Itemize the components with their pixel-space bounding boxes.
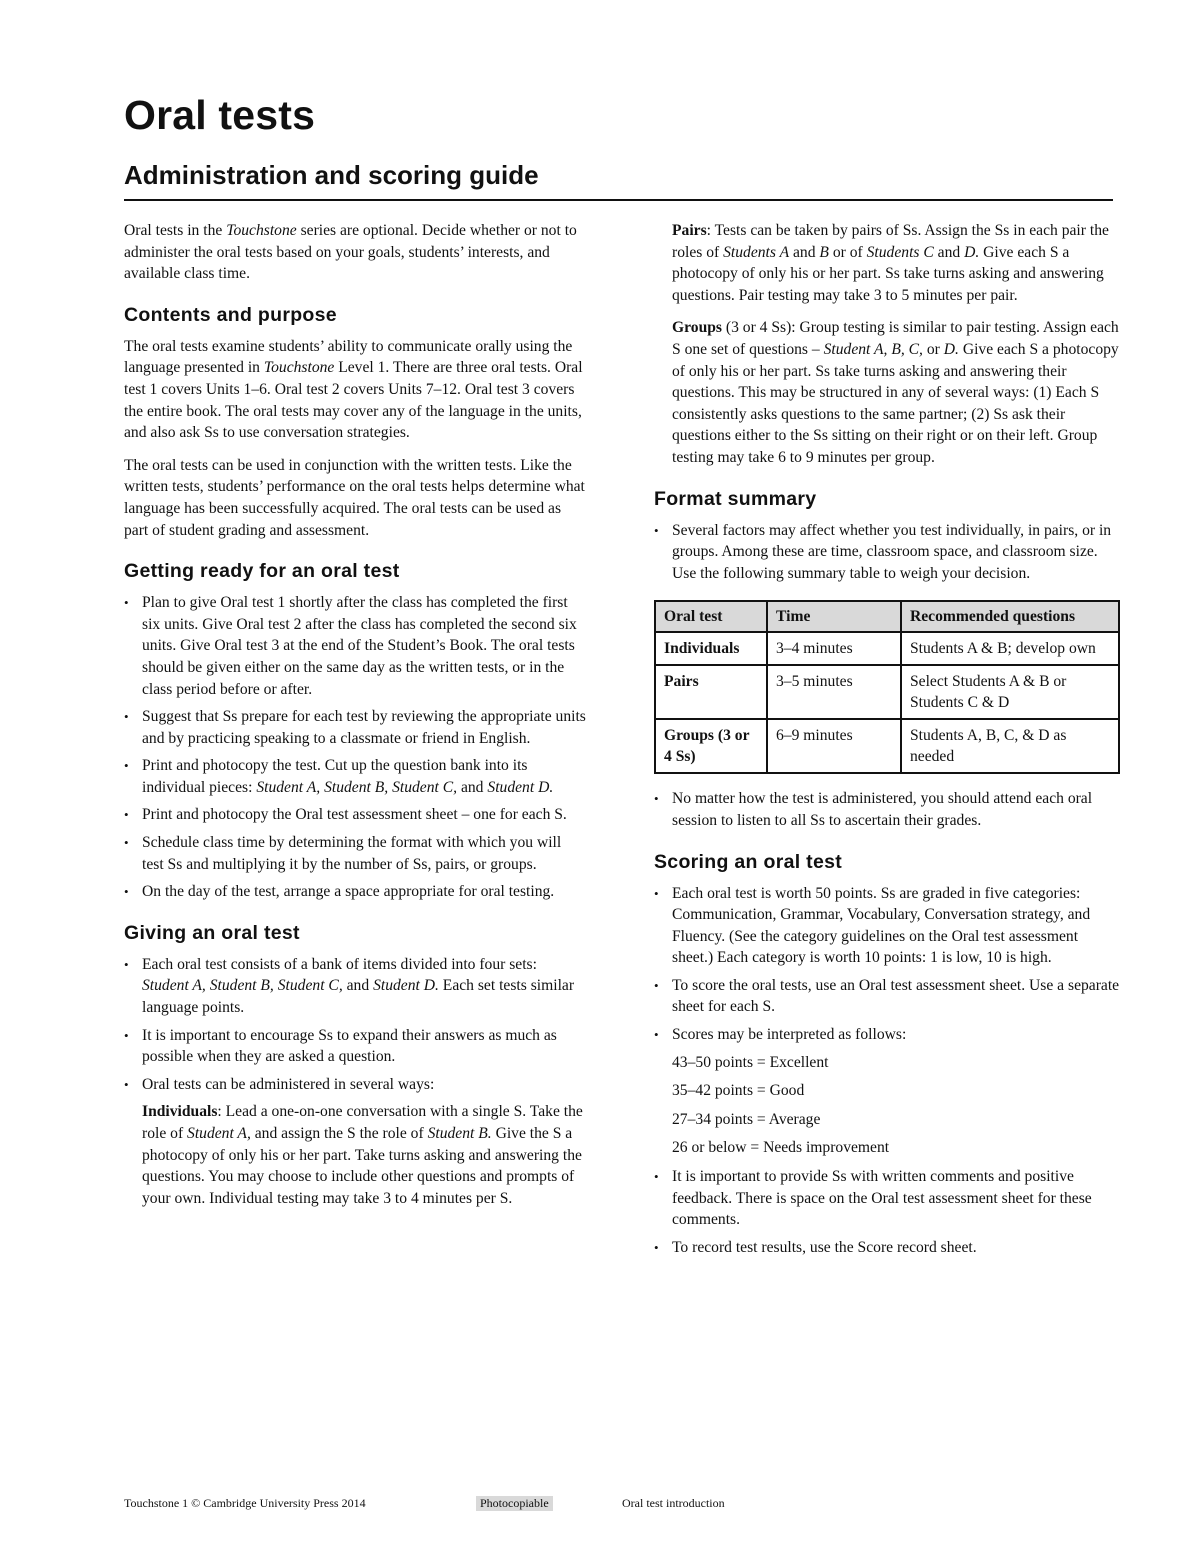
format-list-2: [654, 788, 1120, 831]
gr-student-d: Student D.: [487, 778, 554, 796]
groups-label: Groups: [672, 319, 722, 337]
table-cell: Select Students A & B or Students C & D: [901, 665, 1119, 719]
giving-b1-text-b: Each set tests similar language points.: [142, 977, 575, 1017]
table-cell: Pairs: [655, 665, 767, 719]
pairs-text-a: : Tests can be taken by pairs of Ss. Assign the Ss in each pair the roles of: [672, 222, 1109, 261]
format-bullet-2: • No matter how the test is administered, you should attend each oral session to listen to all Ss to ascertain their grades.: [654, 788, 1120, 831]
page-subtitle: Administration and scoring guide: [124, 160, 539, 190]
table-header-cell: Oral test: [655, 601, 767, 632]
score-band: 27–34 points = Average: [672, 1110, 821, 1128]
left-column: [124, 220, 586, 1220]
table-cell: Groups (3 or 4 Ss): [655, 719, 767, 773]
getting-ready-list: [124, 592, 586, 903]
scoring-list-2: [654, 1166, 1120, 1258]
scoring-list: [654, 883, 1120, 1046]
pairs-students-a: Students A: [723, 243, 790, 261]
individuals-student-b: Student B.: [427, 1125, 492, 1142]
individuals-paragraph: [124, 1101, 586, 1209]
getting-ready-bullet-3: [124, 755, 586, 798]
getting-ready-bullet-5: • Schedule class time by determining the format with which you will test Ss and multiplying it by the number of Ss, pairs, or groups.: [124, 832, 586, 875]
scoring-bullet-4: • It is important to provide Ss with written comments and positive feedback. There is space on the Oral test assessment sheet for these comments.: [654, 1166, 1120, 1231]
getting-ready-bullet-2: • Suggest that Ss prepare for each test by reviewing the appropriate units and by practicing speaking to a classmate or friend in English.: [124, 706, 586, 749]
table-cell: Students A & B; develop own: [901, 632, 1119, 665]
groups-text-a: (3 or 4 Ss): Group testing is similar to pair testing. Assign each S one set of questions –: [672, 319, 1119, 358]
individuals-label: Individuals: [142, 1103, 218, 1121]
contents-p1-text-a: The oral tests examine students’ ability to communicate orally using the language presented in: [124, 337, 573, 377]
pairs-students-c: Students C: [866, 243, 934, 261]
intro-text-a: Oral tests in the: [124, 222, 227, 239]
giving-b1-text-a: Each oral test consists of a bank of items divided into four sets:: [142, 955, 537, 973]
intro-text-b: series are optional. Decide whether or not to administer the oral tests based on your goals, students’ interests, and available class time.: [124, 222, 577, 283]
gv-and: and: [346, 977, 370, 995]
format-heading: Format summary: [654, 487, 817, 510]
footer-photocopiable: Photocopiable: [476, 1496, 553, 1511]
getting-ready-bullet-6: • On the day of the test, arrange a space appropriate for oral testing.: [124, 881, 586, 903]
scoring-bullet-2: • To score the oral tests, use an Oral test assessment sheet. Use a separate sheet for each S.: [654, 975, 1120, 1018]
pairs-and-1: and: [789, 243, 820, 261]
score-band: 35–42 points = Good: [672, 1082, 805, 1100]
getting-ready-b3-text: Print and photocopy the test. Cut up the question bank into its individual pieces:: [142, 757, 528, 796]
individuals-student-a: Student A,: [187, 1125, 251, 1142]
table-row: [655, 665, 1119, 719]
individuals-text-c: Give the S a photocopy of only his or her part. Take turns asking and answering the questions. You may choose to include other questions and prompts of your own. Individual testing may take 3 to 4 minutes per S.: [142, 1125, 582, 1207]
pairs-paragraph: [654, 220, 1120, 306]
contents-p1-touchstone: Touchstone: [263, 359, 335, 377]
intro-paragraph: [124, 220, 586, 285]
score-band: 43–50 points = Excellent: [672, 1053, 829, 1071]
groups-students: Student A, B, C,: [823, 340, 923, 358]
contents-p1-text-b: Level 1. There are three oral tests. Oral test 1 covers Units 1–6. Oral test 2 covers Units 7–12. Oral test 3 covers the entire book. The oral tests may cover any of the language in the units, and also ask Ss to use conversation strategies.: [124, 359, 583, 442]
format-list: [654, 520, 1120, 585]
right-column: [654, 220, 1120, 1264]
giving-bullet-2: • It is important to encourage Ss to expand their answers as much as possible when they are asked a question.: [124, 1025, 586, 1068]
gv-student-c: Student C,: [277, 977, 343, 995]
table-row: [655, 632, 1119, 665]
score-band: 26 or below = Needs improvement: [672, 1139, 890, 1157]
table-cell: Students A, B, C, & D as needed: [901, 719, 1119, 773]
pairs-text-b: Give each S a photocopy of only his or her part. Ss take turns asking and answering questions. Pair testing may take 3 to 5 minutes per pair.: [672, 243, 1104, 304]
gr-student-a: Student A,: [256, 778, 321, 796]
footer-copyright: Touchstone 1 © Cambridge University Press 2014: [124, 1496, 366, 1510]
pairs-or: or of: [828, 243, 867, 261]
pairs-label: Pairs: [672, 222, 707, 239]
format-bullet-1: • Several factors may affect whether you test individually, in pairs, or in groups. Among these are time, classroom space, and classroom size. Use the following summary table to weigh your decision.: [654, 520, 1120, 585]
giving-heading: Giving an oral test: [124, 921, 300, 944]
scoring-bullet-5: • To record test results, use the Score record sheet.: [654, 1237, 1120, 1259]
pairs-b: B: [819, 243, 829, 261]
gr-and: and: [460, 778, 484, 796]
scoring-heading: Scoring an oral test: [654, 850, 843, 873]
individuals-text-b: and assign the S the role of: [250, 1125, 428, 1142]
gv-student-b: Student B,: [209, 977, 274, 995]
giving-bullet-1: [124, 954, 586, 1019]
giving-bullet-3: • Oral tests can be administered in several ways:: [124, 1074, 586, 1096]
page-title: Oral tests: [124, 92, 316, 138]
getting-ready-bullet-1: • Plan to give Oral test 1 shortly after the class has completed the first six units. Give Oral test 2 after the class has completed the second six units. Give Oral test 3 at the end of the Student’s Book. The oral tests should be given either on the same day as the written tests, or in the class period before or after.: [124, 592, 586, 700]
contents-paragraph-1: [124, 336, 586, 444]
groups-text-b: Give each S a photocopy of only his or her part. Ss take turns asking and answering their questions. This may be structured in any of several ways: (1) Each S consistently asks questions to the same partner; (2) Ss ask their questions either to the Ss sitting on their right or on their left. Group testing may take 6 to 9 minutes per group.: [672, 340, 1119, 466]
format-summary-table: [654, 600, 1120, 774]
table-cell: 6–9 minutes: [767, 719, 901, 773]
intro-touchstone: Touchstone: [226, 222, 297, 239]
getting-ready-bullet-4: • Print and photocopy the Oral test assessment sheet – one for each S.: [124, 804, 586, 826]
groups-or: or: [922, 340, 944, 358]
table-header-row: [655, 601, 1119, 632]
title-divider: [124, 199, 1113, 201]
gr-student-c: Student C,: [392, 778, 458, 796]
table-cell: 3–4 minutes: [767, 632, 901, 665]
scoring-bullet-3: • Scores may be interpreted as follows:: [654, 1024, 1120, 1046]
individuals-text-a: : Lead a one-on-one conversation with a single S. Take the role of: [142, 1103, 583, 1142]
pairs-d: D.: [964, 243, 980, 261]
table-header-cell: Time: [767, 601, 901, 632]
footer-section-name: Oral test introduction: [622, 1496, 725, 1510]
giving-list: [124, 954, 586, 1096]
gv-student-d: Student D.: [373, 977, 439, 995]
groups-d: D.: [943, 340, 959, 358]
pairs-and-2: and: [933, 243, 965, 261]
table-row: [655, 719, 1119, 773]
table-cell: Individuals: [655, 632, 767, 665]
table-header-cell: Recommended questions: [901, 601, 1119, 632]
table-cell: 3–5 minutes: [767, 665, 901, 719]
gv-student-a: Student A,: [142, 977, 206, 995]
contents-paragraph-2: The oral tests can be used in conjunction with the written tests. Like the written tests, students’ performance on the oral tests helps determine what language has been successfully acquired. The oral tests can be used as part of student grading and assessment.: [124, 456, 585, 539]
getting-ready-heading: Getting ready for an oral test: [124, 560, 400, 583]
scoring-bullet-1: • Each oral test is worth 50 points. Ss are graded in five categories: Communication, Grammar, Vocabulary, Conversation strategy, and Fluency. (See the category guidelines on the Oral test assessment sheet.) Each category is worth 10 points: 1 is low, 10 is high.: [654, 883, 1120, 969]
contents-heading: Contents and purpose: [124, 303, 337, 326]
groups-paragraph: [654, 317, 1120, 468]
gr-student-b: Student B,: [324, 778, 389, 796]
